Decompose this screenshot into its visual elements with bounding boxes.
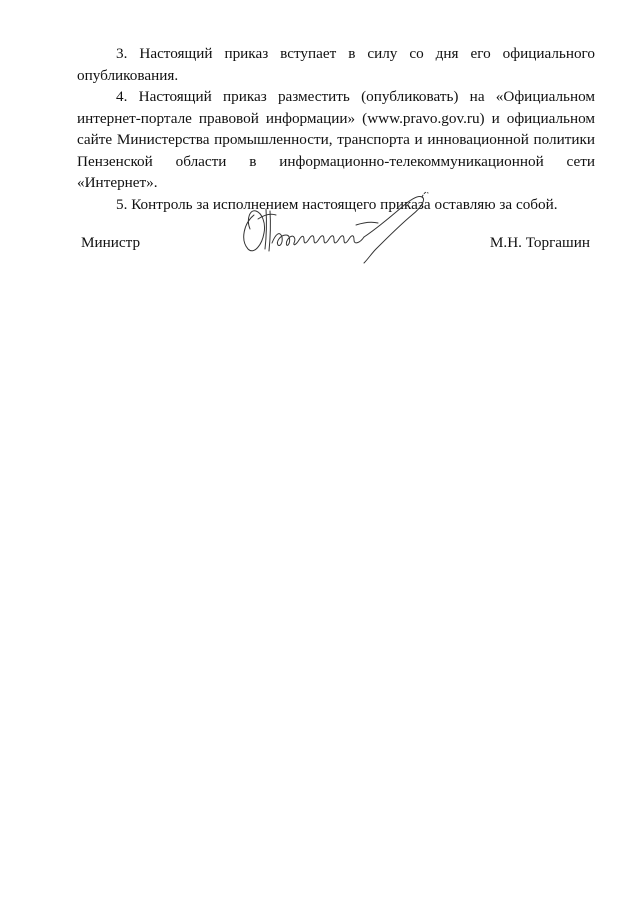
signatory-role: Министр bbox=[81, 234, 141, 251]
paragraph-effective-date: 3. Настоящий приказ вступает в силу со дня его официального опубликования. bbox=[77, 45, 595, 84]
paragraph-control: 5. Контроль за исполнением настоящего приказа оставляю за собой. bbox=[116, 195, 558, 213]
signatory-name: М.Н. Торгашин bbox=[489, 234, 590, 251]
paragraph-publication: 4. Настоящий приказ разместить (опубликовать) на «Официальном интернет-портале правовой информации» (www.pravo.gov.ru) и официальном сайте Министерства промышленности, транспорта и инновационной политики Пензенской области в информационно-телекоммуникационной сети «Интернет». bbox=[77, 88, 595, 191]
signature-block bbox=[81, 232, 590, 262]
